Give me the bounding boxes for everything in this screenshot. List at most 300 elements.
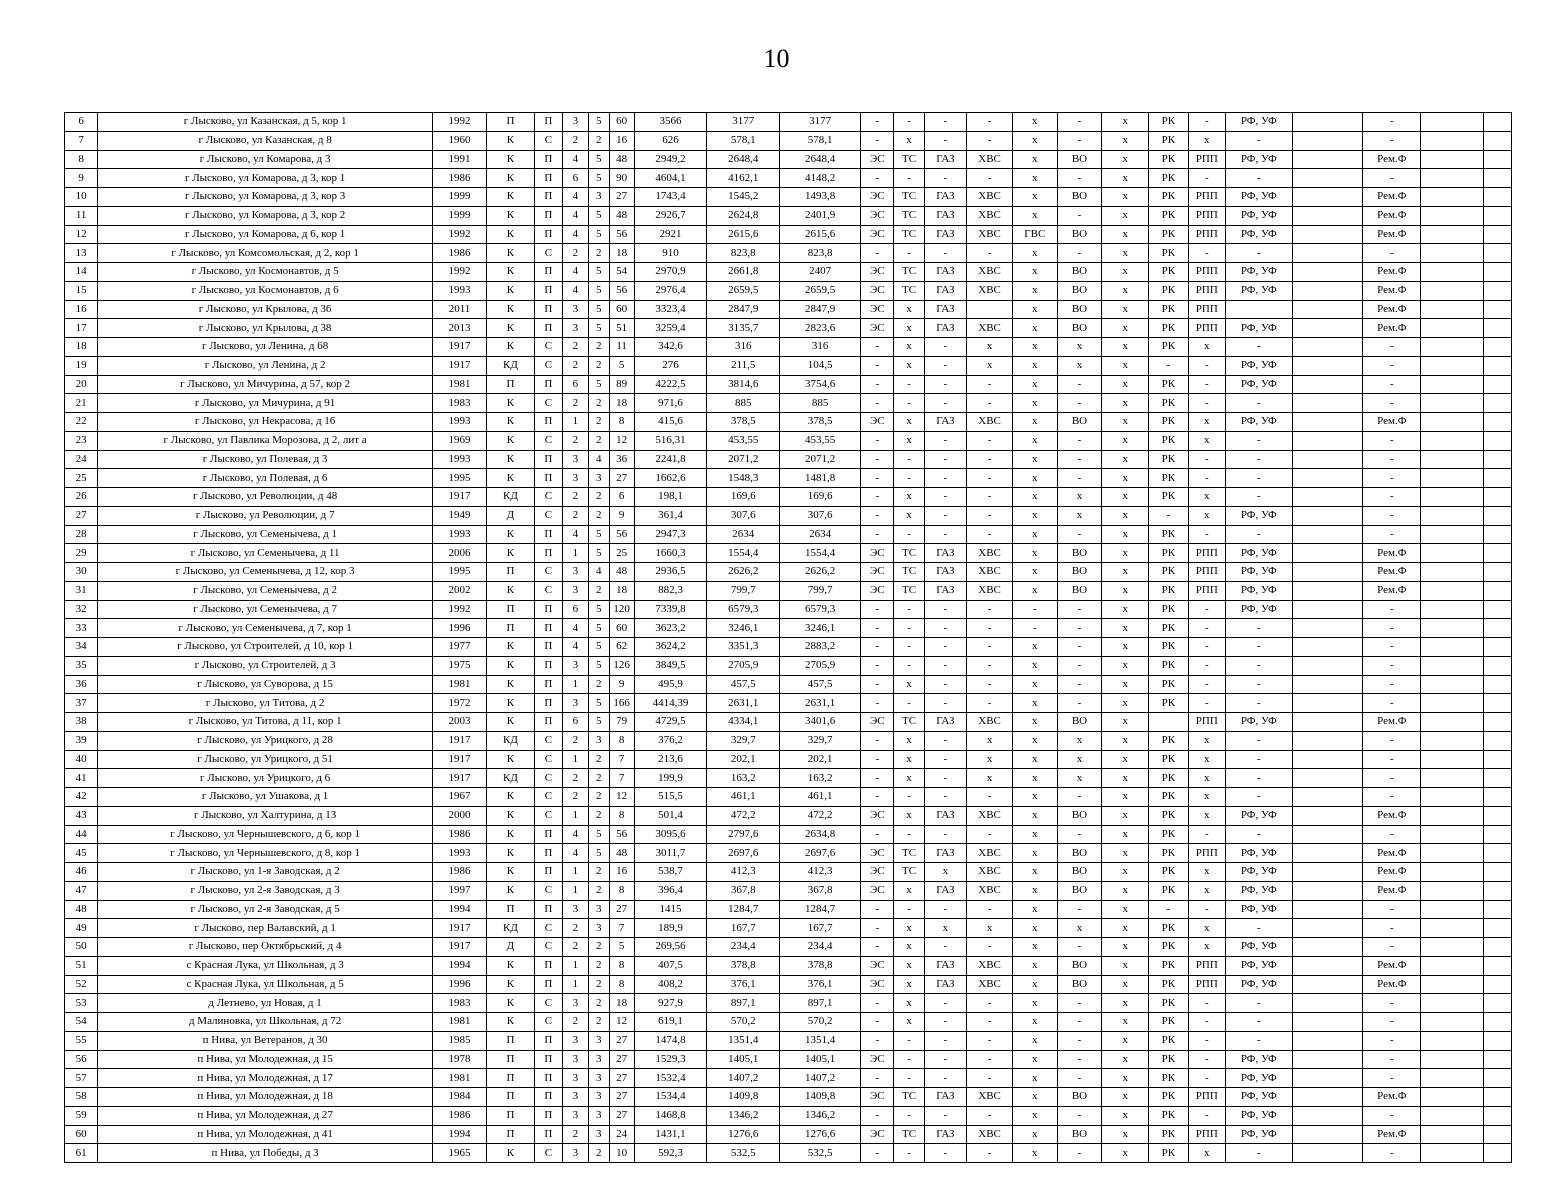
table-cell: РК — [1149, 656, 1189, 675]
table-cell — [1292, 975, 1363, 994]
table-cell: ХВС — [967, 581, 1013, 600]
table-cell: К — [487, 150, 535, 169]
table-cell: ГАЗ — [924, 881, 967, 900]
table-cell: 823,8 — [707, 244, 780, 263]
table-cell: - — [894, 1050, 924, 1069]
table-cell: 578,1 — [780, 131, 861, 150]
table-cell: ВО — [1057, 844, 1102, 863]
table-cell: - — [967, 675, 1013, 694]
table-cell: ГАЗ — [924, 188, 967, 207]
table-cell: РФ, УФ — [1226, 1050, 1293, 1069]
table-cell: х — [894, 769, 924, 788]
address-cell: г Лысково, ул Семенычева, д 12, кор 3 — [98, 563, 433, 582]
table-cell: 5 — [588, 263, 609, 282]
table-cell: 1405,1 — [780, 1050, 861, 1069]
table-cell — [1292, 450, 1363, 469]
table-cell: ГАЗ — [924, 1125, 967, 1144]
table-cell: 2 — [588, 244, 609, 263]
table-cell: 2970,9 — [634, 263, 707, 282]
table-cell: х — [1012, 1144, 1057, 1163]
row-number-cell: 46 — [65, 863, 98, 882]
table-cell — [1483, 881, 1511, 900]
table-cell: - — [1188, 900, 1225, 919]
table-cell: - — [924, 1069, 967, 1088]
table-cell: 2401,9 — [780, 206, 861, 225]
table-cell: 1276,6 — [780, 1125, 861, 1144]
table-cell: - — [1363, 356, 1421, 375]
table-cell: С — [534, 338, 562, 357]
table-cell: 8 — [609, 806, 634, 825]
table-cell: ВО — [1057, 263, 1102, 282]
table-cell: 5 — [588, 150, 609, 169]
table-cell: РК — [1149, 413, 1189, 432]
table-cell: П — [534, 1125, 562, 1144]
table-cell: 5 — [588, 713, 609, 732]
table-cell: ВО — [1057, 413, 1102, 432]
address-cell: г Лысково, ул Полевая, д 3 — [98, 450, 433, 469]
table-row — [65, 788, 1512, 807]
address-cell: г Лысково, ул Комарова, д 3, кор 1 — [98, 169, 433, 188]
table-cell: ГАЗ — [924, 150, 967, 169]
table-cell: С — [534, 506, 562, 525]
table-cell: 2 — [588, 1144, 609, 1163]
table-cell: - — [967, 488, 1013, 507]
table-cell: 4729,5 — [634, 713, 707, 732]
table-cell: П — [534, 1106, 562, 1125]
table-cell: х — [1057, 769, 1102, 788]
table-cell — [1421, 1144, 1483, 1163]
table-cell: Рем.Ф — [1363, 319, 1421, 338]
row-number-cell: 19 — [65, 356, 98, 375]
table-cell: 1992 — [432, 263, 486, 282]
table-cell: 27 — [609, 1069, 634, 1088]
row-number-cell: 44 — [65, 825, 98, 844]
table-cell: ТС — [894, 1088, 924, 1107]
row-number-cell: 36 — [65, 675, 98, 694]
table-cell: 971,6 — [634, 394, 707, 413]
table-cell — [1483, 225, 1511, 244]
table-cell: 2 — [562, 788, 588, 807]
table-cell: - — [1188, 1013, 1225, 1032]
table-cell: П — [534, 469, 562, 488]
table-cell: 1960 — [432, 131, 486, 150]
table-cell — [1421, 413, 1483, 432]
table-cell: х — [1012, 900, 1057, 919]
address-cell: г Лысково, ул Ушакова, д 1 — [98, 788, 433, 807]
table-cell: - — [1188, 656, 1225, 675]
address-cell: г Лысково, ул Павлика Морозова, д 2, лит а — [98, 431, 433, 450]
table-cell: 2 — [562, 731, 588, 750]
table-cell: х — [1102, 731, 1149, 750]
table-cell — [1483, 544, 1511, 563]
table-cell: 3 — [562, 1050, 588, 1069]
table-cell: ВО — [1057, 713, 1102, 732]
table-cell: ЭС — [861, 713, 894, 732]
row-number-cell: 59 — [65, 1106, 98, 1125]
table-cell: 6 — [562, 600, 588, 619]
table-cell — [1421, 900, 1483, 919]
table-cell: 1986 — [432, 169, 486, 188]
table-cell: - — [1226, 619, 1293, 638]
table-cell: 1554,4 — [707, 544, 780, 563]
table-cell: 2634,8 — [780, 825, 861, 844]
table-cell — [1292, 656, 1363, 675]
table-cell: х — [1102, 1050, 1149, 1069]
table-cell: - — [924, 131, 967, 150]
table-cell: ТС — [894, 563, 924, 582]
table-cell: П — [534, 656, 562, 675]
table-cell: 495,9 — [634, 675, 707, 694]
table-cell: 2823,6 — [780, 319, 861, 338]
table-cell: 8 — [609, 956, 634, 975]
table-cell: К — [487, 394, 535, 413]
table-cell: - — [1363, 694, 1421, 713]
table-cell — [1292, 206, 1363, 225]
table-cell — [1421, 169, 1483, 188]
table-cell: К — [487, 450, 535, 469]
table-cell: - — [894, 1144, 924, 1163]
table-cell: х — [1102, 844, 1149, 863]
table-cell: 2648,4 — [707, 150, 780, 169]
table-cell: РК — [1149, 431, 1189, 450]
table-cell: 1 — [562, 544, 588, 563]
table-cell: х — [894, 300, 924, 319]
table-cell: - — [967, 375, 1013, 394]
table-cell — [1421, 506, 1483, 525]
table-cell: - — [861, 900, 894, 919]
table-cell — [1292, 1069, 1363, 1088]
table-cell: 1346,2 — [780, 1106, 861, 1125]
table-cell: - — [1363, 131, 1421, 150]
table-cell: - — [924, 638, 967, 657]
table-row — [65, 1069, 1512, 1088]
table-row — [65, 281, 1512, 300]
table-cell: К — [487, 131, 535, 150]
address-cell: г Лысково, ул Титова, д 2 — [98, 694, 433, 713]
table-row — [65, 338, 1512, 357]
table-cell: х — [1188, 863, 1225, 882]
table-cell: 1917 — [432, 356, 486, 375]
table-cell: х — [1188, 806, 1225, 825]
table-cell: - — [1226, 750, 1293, 769]
table-cell: 3 — [562, 1069, 588, 1088]
table-cell: П — [487, 1050, 535, 1069]
table-cell: - — [967, 506, 1013, 525]
table-cell: 1993 — [432, 450, 486, 469]
table-cell: 2 — [588, 131, 609, 150]
table-cell: 927,9 — [634, 994, 707, 1013]
table-cell: 461,1 — [780, 788, 861, 807]
table-cell: 2 — [562, 488, 588, 507]
table-cell: РК — [1149, 788, 1189, 807]
table-cell — [1421, 244, 1483, 263]
table-cell: П — [534, 694, 562, 713]
table-cell: П — [487, 113, 535, 132]
table-cell: РК — [1149, 375, 1189, 394]
table-cell: х — [1012, 1106, 1057, 1125]
table-cell: 1949 — [432, 506, 486, 525]
row-number-cell: 22 — [65, 413, 98, 432]
table-cell: - — [1363, 488, 1421, 507]
address-cell: г Лысково, ул Комсомольская, д 2, кор 1 — [98, 244, 433, 263]
table-cell: х — [1188, 788, 1225, 807]
address-cell: г Лысково, ул Казанская, д 8 — [98, 131, 433, 150]
table-row — [65, 713, 1512, 732]
table-cell: РК — [1149, 469, 1189, 488]
table-cell: - — [894, 1069, 924, 1088]
table-cell: 1532,4 — [634, 1069, 707, 1088]
table-cell: 2659,5 — [780, 281, 861, 300]
address-cell: г Лысково, ул Космонавтов, д 5 — [98, 263, 433, 282]
row-number-cell: 39 — [65, 731, 98, 750]
table-cell: ХВС — [967, 563, 1013, 582]
table-cell: РК — [1149, 525, 1189, 544]
table-row — [65, 581, 1512, 600]
table-cell: 2631,1 — [780, 694, 861, 713]
table-cell: 8 — [609, 731, 634, 750]
table-cell — [1292, 375, 1363, 394]
table-cell — [1483, 281, 1511, 300]
table-cell: - — [967, 525, 1013, 544]
table-cell: - — [967, 1106, 1013, 1125]
table-cell — [1292, 881, 1363, 900]
table-cell: 619,1 — [634, 1013, 707, 1032]
table-cell — [1421, 563, 1483, 582]
table-row — [65, 1144, 1512, 1163]
table-cell — [1421, 638, 1483, 657]
table-cell: 3259,4 — [634, 319, 707, 338]
table-cell: 1409,8 — [707, 1088, 780, 1107]
table-cell: - — [861, 356, 894, 375]
table-cell: С — [534, 750, 562, 769]
table-cell: х — [1012, 281, 1057, 300]
table-cell: - — [1226, 525, 1293, 544]
table-cell: 5 — [609, 356, 634, 375]
table-cell: П — [534, 113, 562, 132]
table-cell: 90 — [609, 169, 634, 188]
table-cell: 1548,3 — [707, 469, 780, 488]
table-cell: Рем.Ф — [1363, 581, 1421, 600]
table-cell: 2661,8 — [707, 263, 780, 282]
table-cell: 367,8 — [707, 881, 780, 900]
table-cell: х — [1102, 563, 1149, 582]
table-cell: 234,4 — [707, 938, 780, 957]
table-cell — [1421, 994, 1483, 1013]
table-cell — [1421, 1106, 1483, 1125]
table-cell: 2 — [588, 506, 609, 525]
table-cell: ХВС — [967, 206, 1013, 225]
table-cell: 12 — [609, 1013, 634, 1032]
table-cell: х — [1012, 1069, 1057, 1088]
table-cell: 2 — [588, 356, 609, 375]
row-number-cell: 6 — [65, 113, 98, 132]
address-cell: г Лысково, ул Семенычева, д 1 — [98, 525, 433, 544]
row-number-cell: 30 — [65, 563, 98, 582]
table-cell: - — [1226, 788, 1293, 807]
table-cell: - — [1057, 1013, 1102, 1032]
table-cell: РК — [1149, 638, 1189, 657]
table-cell: РПП — [1188, 844, 1225, 863]
table-cell: КД — [487, 769, 535, 788]
table-cell: - — [924, 656, 967, 675]
table-cell: х — [1012, 338, 1057, 357]
table-cell — [1292, 169, 1363, 188]
table-cell: 199,9 — [634, 769, 707, 788]
table-cell: К — [487, 638, 535, 657]
table-cell: 169,6 — [780, 488, 861, 507]
address-cell: г Лысково, ул Комарова, д 6, кор 1 — [98, 225, 433, 244]
table-row — [65, 656, 1512, 675]
table-cell: К — [487, 544, 535, 563]
address-cell: п Нива, ул Молодежная, д 17 — [98, 1069, 433, 1088]
table-cell: 18 — [609, 994, 634, 1013]
table-cell — [1292, 750, 1363, 769]
table-cell: ТС — [894, 188, 924, 207]
table-cell: 2 — [588, 394, 609, 413]
table-cell — [1483, 863, 1511, 882]
table-cell: - — [924, 694, 967, 713]
table-cell: К — [487, 169, 535, 188]
table-cell: х — [1102, 431, 1149, 450]
table-cell: ЭС — [861, 206, 894, 225]
table-cell: РК — [1149, 956, 1189, 975]
table-cell: 2 — [588, 488, 609, 507]
table-cell: ГАЗ — [924, 956, 967, 975]
row-number-cell: 25 — [65, 469, 98, 488]
table-cell: х — [1188, 938, 1225, 957]
table-cell: 211,5 — [707, 356, 780, 375]
table-cell: 2 — [588, 675, 609, 694]
table-cell — [1483, 488, 1511, 507]
table-cell: - — [1057, 206, 1102, 225]
table-cell — [1292, 731, 1363, 750]
table-cell: П — [534, 825, 562, 844]
table-cell: - — [924, 450, 967, 469]
table-cell — [1292, 263, 1363, 282]
table-cell: - — [894, 525, 924, 544]
table-cell: х — [1102, 900, 1149, 919]
table-cell: РПП — [1188, 581, 1225, 600]
table-cell: 1554,4 — [780, 544, 861, 563]
table-cell: 329,7 — [780, 731, 861, 750]
table-cell: ЭС — [861, 863, 894, 882]
table-cell: К — [487, 338, 535, 357]
table-cell: 2921 — [634, 225, 707, 244]
table-cell: - — [1226, 244, 1293, 263]
row-number-cell: 16 — [65, 300, 98, 319]
table-row — [65, 769, 1512, 788]
table-cell: - — [1188, 469, 1225, 488]
table-cell: С — [534, 788, 562, 807]
table-cell — [1292, 769, 1363, 788]
table-cell — [1421, 731, 1483, 750]
table-cell: 2926,7 — [634, 206, 707, 225]
table-cell — [1483, 1106, 1511, 1125]
table-cell: х — [894, 956, 924, 975]
table-cell — [1292, 1050, 1363, 1069]
table-cell: х — [1102, 619, 1149, 638]
table-cell: х — [1102, 244, 1149, 263]
table-cell: - — [1363, 994, 1421, 1013]
table-cell: х — [1188, 506, 1225, 525]
table-cell: - — [1057, 244, 1102, 263]
table-cell: 27 — [609, 188, 634, 207]
table-cell: х — [924, 863, 967, 882]
table-cell: 2 — [562, 506, 588, 525]
table-cell: П — [534, 1088, 562, 1107]
address-cell: г Лысково, ул Семенычева, д 11 — [98, 544, 433, 563]
table-cell: 2847,9 — [780, 300, 861, 319]
table-cell: 1 — [562, 881, 588, 900]
table-cell: - — [1226, 675, 1293, 694]
table-cell: 126 — [609, 656, 634, 675]
table-cell — [1483, 394, 1511, 413]
table-cell: 5 — [588, 169, 609, 188]
table-cell — [1421, 300, 1483, 319]
table-cell — [1421, 450, 1483, 469]
table-cell: 6579,3 — [780, 600, 861, 619]
table-cell: х — [894, 319, 924, 338]
table-cell — [1421, 881, 1483, 900]
row-number-cell: 53 — [65, 994, 98, 1013]
row-number-cell: 12 — [65, 225, 98, 244]
table-cell — [1483, 769, 1511, 788]
table-cell: 213,6 — [634, 750, 707, 769]
address-cell: г Лысково, ул Строителей, д 3 — [98, 656, 433, 675]
row-number-cell: 18 — [65, 338, 98, 357]
table-cell — [1421, 694, 1483, 713]
table-cell: х — [1012, 113, 1057, 132]
table-cell: х — [1102, 1088, 1149, 1107]
address-cell: г Лысково, ул 2-я Заводская, д 5 — [98, 900, 433, 919]
table-cell: 4604,1 — [634, 169, 707, 188]
table-cell: К — [487, 675, 535, 694]
table-cell: - — [1363, 1144, 1421, 1163]
table-cell: РК — [1149, 975, 1189, 994]
table-cell: ВО — [1057, 150, 1102, 169]
table-cell: РК — [1149, 563, 1189, 582]
table-row — [65, 825, 1512, 844]
address-cell: г Лысково, ул Халтурина, д 13 — [98, 806, 433, 825]
table-cell: РФ, УФ — [1226, 281, 1293, 300]
table-cell: Рем.Ф — [1363, 956, 1421, 975]
table-cell: - — [1057, 375, 1102, 394]
table-cell: - — [924, 356, 967, 375]
table-cell: РК — [1149, 1144, 1189, 1163]
row-number-cell: 38 — [65, 713, 98, 732]
table-cell: х — [894, 919, 924, 938]
table-cell: 1351,4 — [780, 1031, 861, 1050]
table-cell: - — [967, 638, 1013, 657]
table-cell: ГАЗ — [924, 206, 967, 225]
table-cell: - — [1226, 825, 1293, 844]
table-cell: РФ, УФ — [1226, 413, 1293, 432]
table-cell: - — [1057, 694, 1102, 713]
table-cell — [1292, 488, 1363, 507]
table-cell: 4414,39 — [634, 694, 707, 713]
table-cell: 2936,5 — [634, 563, 707, 582]
table-cell: РФ, УФ — [1226, 806, 1293, 825]
table-cell — [1421, 788, 1483, 807]
table-cell: ВО — [1057, 975, 1102, 994]
table-cell — [1421, 319, 1483, 338]
table-row — [65, 263, 1512, 282]
table-cell: Рем.Ф — [1363, 1088, 1421, 1107]
table-cell: 538,7 — [634, 863, 707, 882]
table-cell — [1483, 788, 1511, 807]
table-cell: - — [1363, 169, 1421, 188]
table-cell: - — [967, 113, 1013, 132]
